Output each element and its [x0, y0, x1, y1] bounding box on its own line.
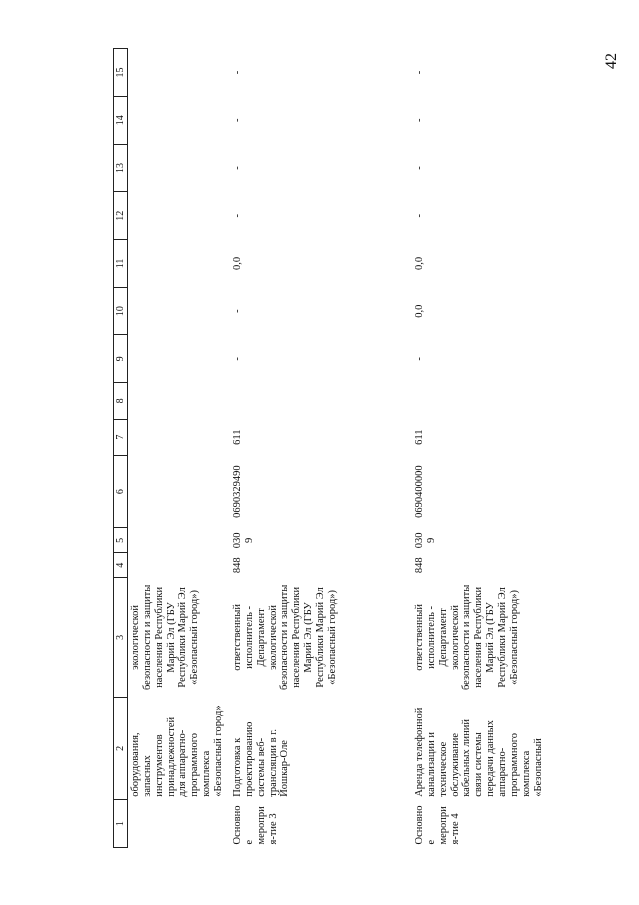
cell-col-10 [128, 287, 231, 335]
column-header: 7 [114, 419, 128, 455]
cell-col-14 [128, 96, 231, 144]
rotated-table-container [113, 18, 613, 848]
cell-col-6: 0690329490 [232, 465, 243, 518]
cell-col-6 [128, 455, 231, 528]
cell-col-1: Основное мероприя-тие 3 [232, 805, 279, 845]
column-header: 4 [114, 553, 128, 578]
column-header: 2 [114, 697, 128, 800]
cell-col-12: - [414, 213, 425, 218]
cell-col-7: 611 [414, 429, 425, 445]
cell-col-1 [128, 800, 231, 848]
cell-col-10: - [232, 309, 243, 313]
column-header: 9 [114, 335, 128, 383]
cell-col-11: 0,0 [414, 256, 425, 270]
cell-col-15 [128, 49, 231, 97]
cell-col-13: - [232, 166, 243, 170]
cell-col-4: 848 [232, 557, 243, 574]
cell-col-4: 848 [414, 557, 425, 574]
cell-col-10: 0,0 [414, 304, 425, 318]
cell-col-11 [128, 240, 231, 288]
cell-col-3: ответственный исполнитель - Департамент экологической безопасности и защиты населения Республики Марий Эл (ГБУ Республики Марий Эл «Безопасный город») [232, 584, 338, 691]
cell-col-5 [128, 528, 231, 553]
cell-col-1: Основное мероприя-тие 4 [414, 805, 461, 845]
cell-col-15: - [414, 70, 425, 75]
cell-col-5: 0309 [232, 532, 255, 549]
cell-col-6: 0690400000 [414, 465, 425, 518]
cell-col-3: ответственный исполнитель - Департамент экологической безопасности и защиты населения Республики Марий Эл (ГБУ Республики Марий Эл «Безопасный город») [414, 584, 520, 691]
column-header: 15 [114, 49, 128, 97]
column-header: 11 [114, 240, 128, 288]
column-header: 13 [114, 144, 128, 192]
cell-col-8 [128, 383, 231, 419]
cell-col-13: - [414, 166, 425, 170]
budget-table [113, 48, 618, 848]
table-row [412, 49, 618, 848]
column-header: 3 [114, 578, 128, 697]
cell-col-2: оборудования, запасных инструментов принадлежностей для аппаратно-программного комплекса «Безопасный город» [130, 705, 225, 797]
cell-col-8 [230, 383, 412, 419]
cell-col-14: - [232, 118, 243, 122]
cell-col-3: экологической безопасности и защиты населения Республики Марий Эл (ГБУ Республики Марий Эл «Безопасный город») [130, 584, 201, 691]
cell-col-5: 0309 [414, 532, 437, 549]
column-header: 12 [114, 192, 128, 240]
cell-col-9: - [414, 357, 425, 361]
column-header: 10 [114, 287, 128, 335]
table-row [230, 49, 412, 848]
cell-col-14: - [414, 118, 425, 122]
cell-col-13 [128, 144, 231, 192]
page-number: 42 [603, 53, 620, 69]
column-header: 8 [114, 383, 128, 419]
cell-col-11: 0,0 [232, 256, 243, 270]
cell-col-2: Подготовка к проектированию системы веб-трансляции в г. Йошкар-Оле [232, 721, 291, 797]
cell-col-4 [128, 553, 231, 578]
cell-col-12: - [232, 213, 243, 218]
cell-col-9: - [232, 357, 243, 361]
cell-col-7: 611 [232, 429, 243, 445]
cell-col-15: - [232, 70, 243, 75]
column-header: 1 [114, 800, 128, 848]
cell-col-8 [412, 383, 618, 419]
header-row [114, 49, 128, 848]
column-header: 6 [114, 455, 128, 528]
cell-col-9 [128, 335, 231, 383]
cell-col-7 [128, 419, 231, 455]
cell-col-12 [128, 192, 231, 240]
table-row [128, 49, 231, 848]
column-header: 14 [114, 96, 128, 144]
cell-col-2: Аренда телефонной канализации и техническое обслуживание кабельных линий связи системы передачи данных аппаратно-программного комплекса «Безопасный [414, 707, 544, 797]
column-header: 5 [114, 528, 128, 553]
